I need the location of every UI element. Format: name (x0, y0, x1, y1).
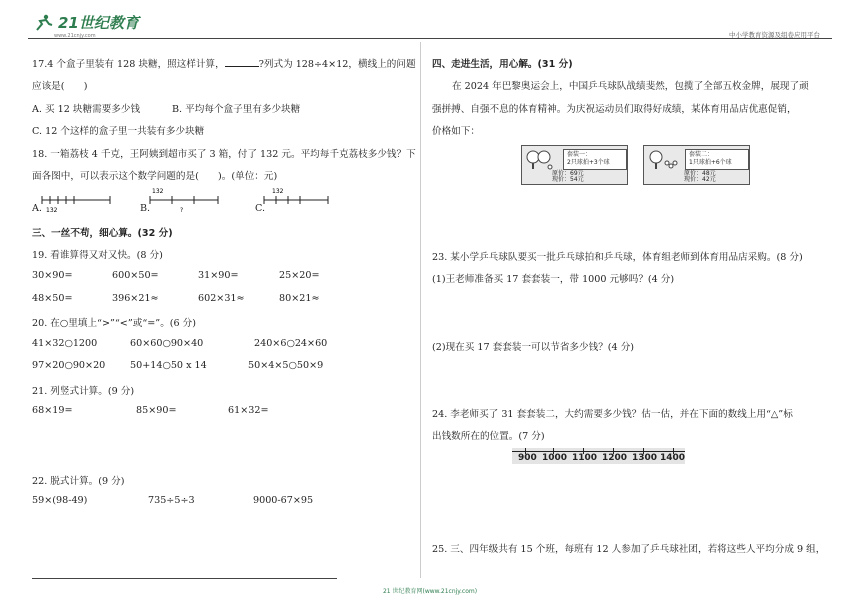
q23-sub2: (2)现在买 17 套套装一可以节省多少钱？(4 分) (432, 342, 635, 353)
q21-item-1: 68×19= (32, 405, 73, 416)
q24-line1: 24. 李老师买了 31 套套装二，大约需要多少钱？估一估，并在下面的数线上用“△”标 (432, 409, 793, 420)
tick-label-1200: 1200 (602, 453, 628, 463)
q22-item-3: 9000-67×95 (253, 495, 314, 506)
q18-option-a-label: A. (32, 203, 42, 214)
paddle-balls-icon (647, 149, 679, 171)
intro-line-1: 在 2024 年巴黎奥运会上，中国乒乓球队战绩斐然，包揽了全部五枚金牌，展现了顽 (452, 81, 809, 92)
q17-option-b: B. 平均每个盒子里有多少块糖 (172, 104, 301, 115)
promo-1-orig: 原价：69元 (552, 170, 584, 177)
q18-b-question: ? (180, 207, 184, 214)
tick-label-1100: 1100 (572, 453, 598, 463)
promo-2-label (685, 149, 749, 170)
q22-item-2: 735÷5÷3 (148, 495, 195, 506)
q24-line2: 出钱数所在的位置。(7 分) (432, 431, 545, 442)
promo-1-desc: 2只球拍+3个球 (567, 159, 610, 166)
q18-c-num: 132 (272, 188, 284, 195)
tick-label-1300: 1300 (632, 453, 658, 463)
promo-1-label (563, 149, 627, 170)
q18-option-a-diagram (40, 186, 112, 214)
q23-sub1: (1)王老师准备买 17 套套装一，带 1000 元够吗？(4 分) (432, 274, 675, 285)
q20-r1-c1: 41×32○1200 (32, 338, 98, 349)
intro-line-2: 强拼搏、自强不息的体育精神。为庆祝运动员们取得好成绩，某体育用品店优惠促销， (432, 104, 797, 115)
number-line (512, 448, 685, 464)
q20-r2-c1: 97×20○90×20 (32, 360, 106, 371)
q19-r1-c3: 31×90= (198, 270, 239, 281)
q18-a-num: 132 (46, 207, 58, 214)
section-3-title: 三、一丝不苟，细心算。(32 分) (32, 228, 173, 239)
intro-line-3: 价格如下： (432, 126, 480, 137)
paddle-ball-icon (525, 149, 553, 171)
q19-r1-c2: 600×50= (112, 270, 159, 281)
runner-icon (34, 14, 54, 32)
q17-text-b: ?列式为 128÷4×12，横线上的问题 (258, 59, 416, 70)
q18-line2: 面各图中，可以表示这个数学问题的是( )。(单位：元) (32, 171, 278, 182)
promo-2-title: 套装二： (689, 151, 714, 158)
q18-line1: 18. 一箱荔枝 4 千克，王阿姨到超市买了 3 箱，付了 132 元。平均每千克荔枝多少钱？下 (32, 149, 416, 160)
q20-r2-c2: 50+14○50 x 14 (130, 360, 207, 371)
q19-r1-c4: 25×20= (279, 270, 320, 281)
tick-label-1400: 1400 (660, 453, 686, 463)
q18-option-b-label: B. (140, 203, 151, 214)
q17-text-a: 17.4 个盒子里装有 128 块糖，照这样计算， (32, 59, 225, 70)
q22-title: 22. 脱式计算。(9 分) (32, 476, 125, 487)
q19-r2-c2: 396×21≈ (112, 293, 159, 304)
tick-label-900: 900 (518, 453, 537, 463)
q20-r1-c2: 60×60○90×40 (130, 338, 204, 349)
q25-line: 25. 三、四年级共有 15 个班，每班有 12 人参加了乒乓球社团，若将这些人平均分成 9 组， (432, 544, 826, 555)
promo-card-1 (521, 145, 628, 185)
q18-option-b-diagram (148, 186, 220, 214)
section-4-title: 四、走进生活，用心解。(31 分) (432, 59, 573, 70)
promo-1-title: 套装一： (567, 151, 592, 158)
q17-line2: 应该是( ) (32, 81, 88, 92)
promo-card-2 (643, 145, 750, 185)
column-divider (420, 42, 421, 578)
q19-r2-c1: 48×50= (32, 293, 73, 304)
q17-blank (225, 57, 259, 67)
q19-r2-c4: 80×21≈ (279, 293, 320, 304)
platform-name: 中小学教育资源及组卷应用平台 (729, 31, 820, 39)
q21-item-2: 85×90= (136, 405, 177, 416)
q17-line1 (32, 56, 416, 70)
q19-r1-c1: 30×90= (32, 270, 73, 281)
q18-b-num: 132 (152, 188, 164, 195)
q23-line: 23. 某小学乒乓球队要买一批乒乓球拍和乒乓球，体育组老师到体育用品店采购。(8 分) (432, 252, 803, 263)
site-logo (34, 12, 139, 39)
logo-text: 21世纪教育 (58, 14, 139, 32)
header-divider (28, 38, 832, 39)
number-line-axis (512, 451, 685, 452)
promo-2-orig: 原价：48元 (684, 170, 716, 177)
logo-sub: www.21cnjy.com (54, 33, 96, 39)
q17-option-c: C. 12 个这样的盒子里一共装有多少块糖 (32, 126, 205, 137)
promo-2-desc: 1只球拍+6个球 (689, 159, 732, 166)
footer-text: 21 世纪教育网(www.21cnjy.com) (382, 588, 478, 595)
q19-title: 19. 看谁算得又对又快。(8 分) (32, 250, 163, 261)
promo-1-now: 现价：54元 (552, 176, 584, 183)
tick-label-1000: 1000 (542, 453, 568, 463)
q20-r2-c3: 50×4×5○50×9 (248, 360, 324, 371)
footer-divider (32, 578, 337, 579)
q19-r2-c3: 602×31≈ (198, 293, 245, 304)
q20-r1-c3: 240×6○24×60 (254, 338, 328, 349)
q18-option-c-label: C. (255, 203, 266, 214)
q18-option-c-diagram (262, 186, 330, 214)
q21-item-3: 61×32= (228, 405, 269, 416)
q22-item-1: 59×(98-49) (32, 495, 88, 506)
promo-2-now: 现价：42元 (684, 176, 716, 183)
q20-title: 20. 在○里填上“>”“<”或“=”。(6 分) (32, 318, 197, 329)
q21-title: 21. 列竖式计算。(9 分) (32, 386, 135, 397)
q17-option-a: A. 买 12 块糖需要多少钱 (32, 104, 141, 115)
